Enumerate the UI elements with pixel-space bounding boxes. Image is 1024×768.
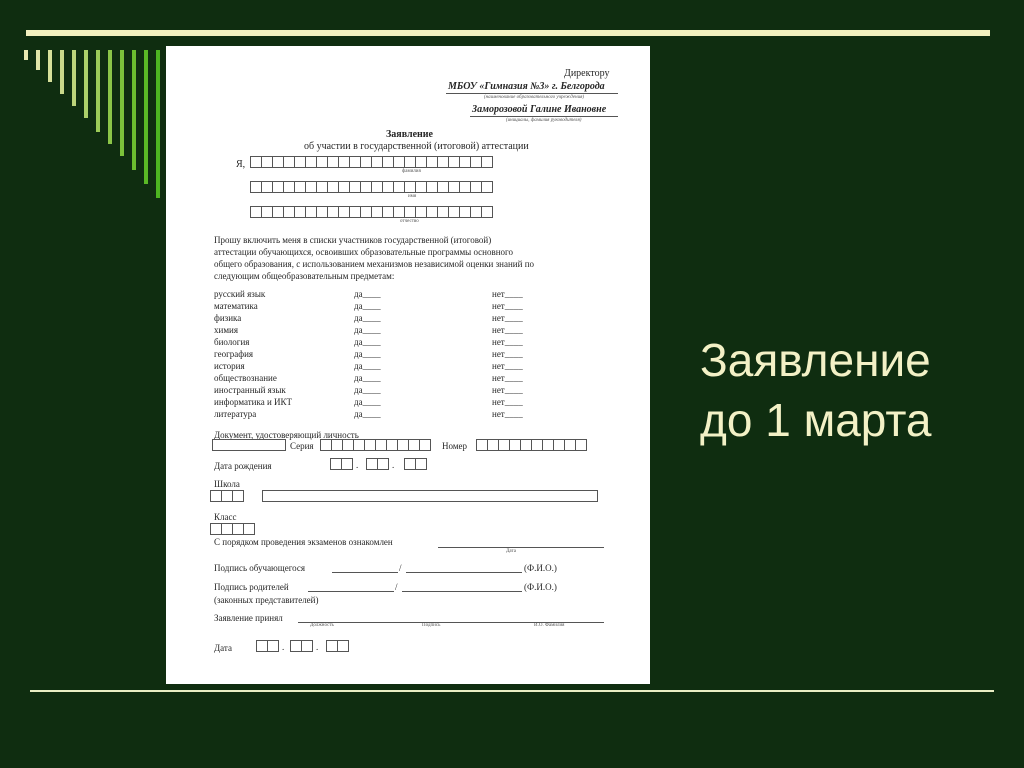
surname-cells — [250, 156, 492, 168]
parent-sign-line — [308, 591, 394, 592]
subject-yes: да____ — [354, 397, 381, 407]
accept-day-cells — [256, 640, 278, 652]
subject-yes: да____ — [354, 349, 381, 359]
subject-no: нет____ — [492, 325, 523, 335]
subject-name: литература — [214, 409, 257, 419]
surname-hint: фамилия — [402, 169, 421, 174]
form-cell — [415, 458, 427, 470]
form-cell — [377, 458, 389, 470]
decorative-stripes — [24, 50, 170, 210]
subject-name: обществознание — [214, 373, 277, 383]
name-cells — [250, 181, 492, 193]
subject-no: нет____ — [492, 289, 523, 299]
position-hint: Должность — [310, 623, 334, 628]
accepted-label: Заявление принял — [214, 613, 283, 623]
school-label: Школа — [214, 479, 240, 489]
date-label: Дата — [214, 643, 232, 653]
patronymic-hint: отчество — [400, 219, 419, 224]
date-dot: . — [356, 460, 359, 470]
form-cell — [337, 640, 349, 652]
head-underline — [470, 116, 618, 117]
org-hint: (наименование образовательного учреждения) — [484, 95, 585, 100]
form-cell — [341, 458, 353, 470]
slide-bottom-rule — [30, 690, 994, 692]
accept-year-cells — [326, 640, 348, 652]
subject-name: русский язык — [214, 289, 266, 299]
form-cell — [267, 640, 279, 652]
patronymic-cells — [250, 206, 492, 218]
legal-reps-label: (законных представителей) — [214, 595, 319, 605]
org-underline — [446, 93, 618, 94]
slide-top-rule — [26, 30, 990, 36]
student-sign-line — [332, 572, 398, 573]
subject-no: нет____ — [492, 313, 523, 323]
caption-line-1: Заявление — [700, 334, 931, 386]
birth-month-cells — [366, 458, 388, 470]
subject-yes: да____ — [354, 337, 381, 347]
subject-name: физика — [214, 313, 242, 323]
application-form-scan — [166, 46, 650, 684]
subject-no: нет____ — [492, 301, 523, 311]
subject-yes: да____ — [354, 361, 381, 371]
subject-name: иностранный язык — [214, 385, 286, 395]
form-cell — [481, 181, 493, 193]
request-line-2: аттестации обучающихся, освоивших образовательные программы основного — [214, 247, 514, 257]
form-title: Заявление — [386, 129, 433, 140]
form-subtitle: об участии в государственной (итоговой) аттестации — [304, 141, 529, 152]
class-label: Класс — [214, 512, 237, 522]
slash: / — [399, 563, 402, 573]
subject-no: нет____ — [492, 361, 523, 371]
parent-fio-label: (Ф.И.О.) — [524, 582, 557, 592]
subject-yes: да____ — [354, 313, 381, 323]
subject-yes: да____ — [354, 301, 381, 311]
i-label: Я, — [236, 159, 246, 170]
birth-year-cells — [404, 458, 426, 470]
subject-name: информатика и ИКТ — [214, 397, 293, 407]
subject-name: биология — [214, 337, 250, 347]
school-name-box — [262, 490, 598, 502]
slide-caption — [700, 330, 931, 450]
form-cell — [419, 439, 431, 451]
name-hint: имя — [408, 194, 417, 199]
subject-no: нет____ — [492, 337, 523, 347]
id-doc-type-box — [212, 439, 286, 451]
subject-yes: да____ — [354, 289, 381, 299]
subject-no: нет____ — [492, 385, 523, 395]
date-dot: . — [316, 642, 319, 652]
request-line-3: общего образования, с использованием механизмов независимой оценки знаний по — [214, 259, 535, 269]
subject-yes: да____ — [354, 409, 381, 419]
procedure-label: С порядком проведения экзаменов ознакомлен — [214, 537, 393, 547]
birth-day-cells — [330, 458, 352, 470]
parent-sign-label: Подпись родителей — [214, 582, 289, 592]
request-line-1: Прошу включить меня в списки участников государственной (итоговой) — [214, 235, 492, 245]
date-dot: . — [282, 642, 285, 652]
school-number-cells — [210, 490, 243, 502]
form-cell — [243, 523, 255, 535]
student-fio-line — [406, 572, 522, 573]
head-name: Заморозовой Галине Ивановне — [472, 104, 607, 115]
id-document-label: Документ, удостоверяющий личность — [214, 430, 359, 440]
series-label: Серия — [290, 441, 314, 451]
subject-yes: да____ — [354, 385, 381, 395]
form-cell — [232, 490, 244, 502]
addressee-label: Директору — [564, 68, 610, 79]
date-dot: . — [392, 460, 395, 470]
subject-name: химия — [214, 325, 238, 335]
form-cell — [481, 156, 493, 168]
form-cell — [481, 206, 493, 218]
form-cell — [301, 640, 313, 652]
subject-name: география — [214, 349, 254, 359]
accept-month-cells — [290, 640, 312, 652]
signature-hint: Подпись — [422, 623, 441, 628]
subject-yes: да____ — [354, 373, 381, 383]
caption-line-2: до 1 марта — [700, 394, 932, 446]
slash: / — [395, 582, 398, 592]
series-cells — [320, 439, 430, 451]
parent-fio-line — [402, 591, 522, 592]
procedure-date-line — [438, 547, 604, 548]
student-fio-label: (Ф.И.О.) — [524, 563, 557, 573]
subject-no: нет____ — [492, 409, 523, 419]
request-line-4: следующим общеобразовательным предметам: — [214, 271, 395, 281]
birth-date-label: Дата рождения — [214, 461, 272, 471]
number-cells — [476, 439, 586, 451]
school-name: МБОУ «Гимназия №3» г. Белгорода — [448, 81, 605, 92]
subject-no: нет____ — [492, 349, 523, 359]
subject-no: нет____ — [492, 397, 523, 407]
subject-no: нет____ — [492, 373, 523, 383]
subject-yes: да____ — [354, 325, 381, 335]
initials-hint: И.О. Фамилия — [534, 623, 565, 628]
head-hint: (инициалы, фамилия руководителя) — [506, 118, 582, 123]
class-cells — [210, 523, 254, 535]
number-label: Номер — [442, 441, 468, 451]
procedure-date-hint: Дата — [506, 549, 516, 554]
subject-name: математика — [214, 301, 258, 311]
form-cell — [575, 439, 587, 451]
student-sign-label: Подпись обучающегося — [214, 563, 306, 573]
subject-name: история — [214, 361, 245, 371]
